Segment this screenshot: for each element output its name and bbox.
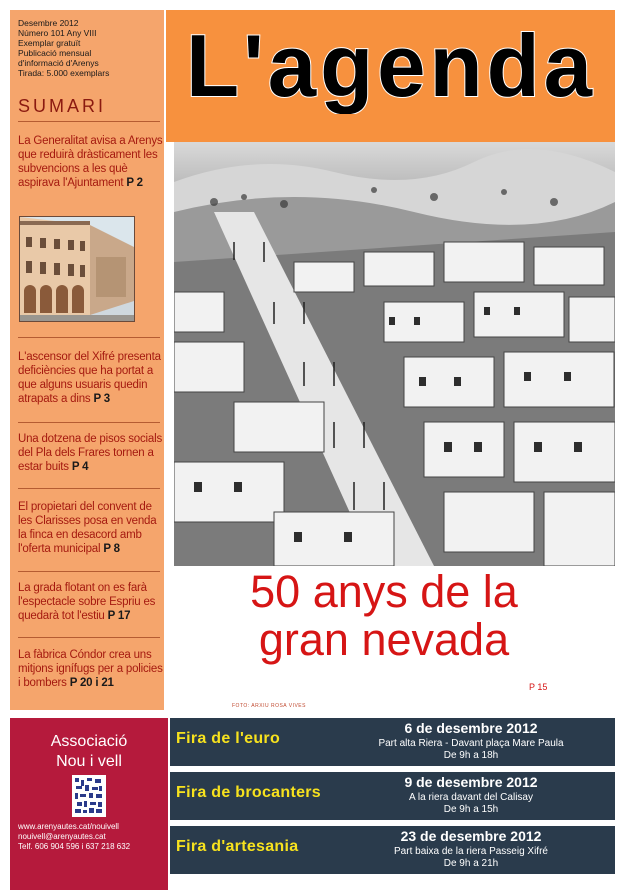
divider [18, 337, 160, 338]
cover-headline [174, 568, 594, 664]
sumari-heading: SUMARI [18, 96, 107, 116]
event-place: A la riera davant del Calisay [409, 792, 533, 803]
masthead-logo [180, 18, 600, 114]
photo-credit: FOTO: ARXIU ROSA VIVES [232, 703, 306, 709]
story-item[interactable] [18, 432, 164, 474]
association-contact [18, 822, 168, 852]
event-name: Fira de l'euro [176, 730, 281, 747]
issue-print-run: Tirada: 5.000 exemplars [18, 68, 110, 78]
story-text: La Generalitat avisa a Arenys que reduirà dràsticament les subvencions a les què aspirava l'Ajuntament [18, 135, 163, 189]
event-item[interactable] [170, 826, 615, 874]
headline-line-2: gran nevada [258, 614, 510, 665]
event-time: De 9h a 15h [443, 804, 499, 815]
story-page: P 20 i 21 [69, 677, 114, 689]
story-page: P 8 [103, 543, 120, 555]
association-phone: Telf. 606 904 596 i 637 218 632 [18, 842, 131, 851]
headline-page: P 15 [529, 682, 548, 692]
association-email-link[interactable]: nouivell@arenyautes.cat [18, 832, 106, 841]
issue-number: Número 101 Any VIII [18, 28, 97, 38]
story-item[interactable] [18, 350, 164, 406]
divider [18, 488, 160, 489]
event-time: De 9h a 21h [443, 858, 499, 869]
association-name-line-1: Associació [50, 733, 128, 750]
event-name: Fira d'artesania [176, 838, 299, 855]
headline-line-1: 50 anys de la [250, 566, 518, 617]
story-text: El propietari del convent de les Clarisses posa en venda la finca en desacord amb l'oferta municipal [18, 501, 157, 555]
story-item[interactable] [18, 134, 164, 190]
story-page: P 3 [93, 393, 110, 405]
association-name [10, 732, 168, 772]
event-date: 23 de desembre 2012 [400, 828, 542, 844]
story-item[interactable] [18, 581, 164, 623]
story-page: P 2 [126, 177, 143, 189]
event-time: De 9h a 18h [443, 750, 499, 761]
story-item[interactable] [18, 648, 164, 690]
building-thumbnail [19, 216, 135, 322]
divider [18, 571, 160, 572]
divider [18, 121, 160, 122]
issue-date: Desembre 2012 [18, 18, 79, 28]
event-date: 6 de desembre 2012 [404, 720, 538, 736]
event-place: Part alta Riera - Davant plaça Mare Paula [378, 738, 564, 749]
issue-description-2: d'informació d'Arenys [18, 58, 99, 68]
divider [18, 422, 160, 423]
story-page: P 4 [71, 461, 89, 473]
event-place: Part baixa de la riera Passeig Xifré [394, 846, 548, 857]
story-text: La grada flotant on es farà l'espectacle sobre Espriu es quedarà tot l'estiu [18, 582, 156, 622]
event-name: Fira de brocanters [176, 784, 322, 801]
association-web-link[interactable]: www.arenyautes.cat/nouivell [18, 822, 119, 831]
story-item[interactable] [18, 500, 164, 556]
event-item[interactable] [170, 718, 615, 766]
cover-photo [174, 142, 615, 566]
story-text: Una dotzena de pisos socials del Pla dels Frares tornen a estar buits [18, 433, 162, 473]
association-logo [72, 775, 106, 817]
event-item[interactable] [170, 772, 615, 820]
story-text: La fàbrica Cóndor crea uns mitjons ignífugs per a policies i bombers [18, 649, 163, 689]
story-text: L'ascensor del Xifré presenta deficiències que ha portat a que alguns usuaris quedin atrapats a dins [18, 351, 161, 405]
issue-description: Publicació mensual [18, 48, 92, 58]
masthead-title: L'agenda [186, 18, 596, 114]
issue-info [18, 18, 168, 78]
event-date: 9 de desembre 2012 [404, 774, 538, 790]
divider [18, 637, 160, 638]
issue-price: Exemplar gratuït [18, 38, 81, 48]
story-page: P 17 [107, 610, 131, 622]
association-name-line-2: Nou i vell [56, 753, 122, 770]
